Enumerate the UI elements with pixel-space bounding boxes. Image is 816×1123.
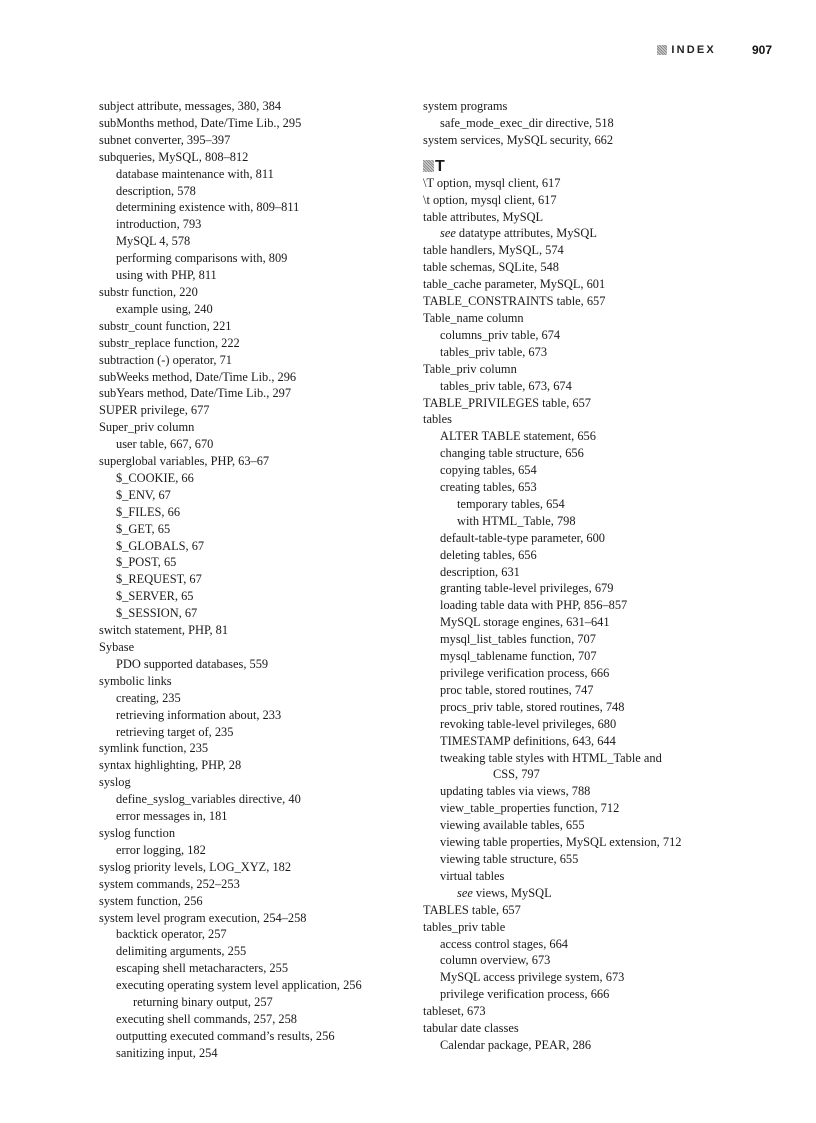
index-subentry: procs_priv table, stored routines, 748: [440, 699, 625, 714]
index-entry: syslog function: [99, 825, 176, 840]
index-entry: substr function, 220: [99, 284, 198, 299]
index-subentry: [423, 225, 743, 242]
index-subentry: executing operating system level application, 256: [116, 978, 362, 993]
index-entry: Table_name column: [423, 310, 524, 325]
index-entry-continuation: CSS, 797: [493, 767, 540, 782]
index-subentry: tables_priv table, 673, 674: [440, 378, 572, 393]
index-column-left: [99, 98, 405, 1062]
index-entry: system level program execution, 254–258: [99, 910, 307, 925]
index-subentry: with HTML_Table, 798: [457, 513, 576, 528]
index-subentry: view_table_properties function, 712: [440, 801, 620, 816]
page-number: 907: [751, 43, 772, 57]
index-entry: system commands, 252–253: [99, 876, 240, 891]
index-entry: symbolic links: [99, 673, 172, 688]
section-marker-icon: [657, 45, 667, 55]
section-spacer: [423, 149, 743, 158]
index-subentry: determining existence with, 809–811: [116, 200, 300, 215]
index-entry: Super_priv column: [99, 420, 195, 435]
index-subentry: description, 578: [116, 183, 196, 198]
index-subentry: proc table, stored routines, 747: [440, 682, 594, 697]
index-subentry: example using, 240: [116, 301, 213, 316]
index-entry: subMonths method, Date/Time Lib., 295: [99, 115, 302, 130]
index-entry: superglobal variables, PHP, 63–67: [99, 454, 270, 469]
index-subentry: escaping shell metacharacters, 255: [116, 961, 289, 976]
index-entry: syslog: [99, 775, 131, 790]
index-subentry: database maintenance with, 811: [116, 166, 274, 181]
index-subentry: creating, 235: [116, 690, 181, 705]
index-subentry: error messages in, 181: [116, 809, 228, 824]
letter-heading: [423, 158, 743, 175]
index-subentry: mysql_tablename function, 707: [440, 649, 597, 664]
index-subentry: default-table-type parameter, 600: [440, 530, 605, 545]
index-subentry: user table, 667, 670: [116, 437, 214, 452]
index-entry: \T option, mysql client, 617: [423, 175, 561, 190]
index-entry: symlink function, 235: [99, 741, 209, 756]
index-subentry: tweaking table styles with HTML_Table and: [440, 750, 662, 765]
index-subentry: PDO supported databases, 559: [116, 656, 269, 671]
index-entry: subqueries, MySQL, 808–812: [99, 149, 249, 164]
index-subentry: retrieving information about, 233: [116, 707, 282, 722]
index-subentry: granting table-level privileges, 679: [440, 581, 614, 596]
index-subentry: safe_mode_exec_dir directive, 518: [440, 115, 614, 130]
index-subentry: description, 631: [440, 564, 520, 579]
index-entry: system function, 256: [99, 893, 203, 908]
index-entry: system services, MySQL security, 662: [423, 132, 614, 147]
index-subentry: columns_priv table, 674: [440, 327, 561, 342]
index-subentry: retrieving target of, 235: [116, 724, 234, 739]
index-entry: substr_replace function, 222: [99, 335, 240, 350]
index-subentry: access control stages, 664: [440, 936, 568, 951]
index-subentry: revoking table-level privileges, 680: [440, 716, 617, 731]
index-subentry: viewing available tables, 655: [440, 818, 585, 833]
index-entry: tables_priv table: [423, 919, 506, 934]
index-entry: Table_priv column: [423, 361, 517, 376]
index-subentry: using with PHP, 811: [116, 268, 217, 283]
index-entry: table schemas, SQLite, 548: [423, 260, 559, 275]
index-subentry: TIMESTAMP definitions, 643, 644: [440, 733, 616, 748]
index-entry: syntax highlighting, PHP, 28: [99, 758, 242, 773]
index-subentry: changing table structure, 656: [440, 446, 584, 461]
index-subentry: $_POST, 65: [116, 555, 177, 570]
index-subentry: $_GET, 65: [116, 521, 171, 536]
index-subentry: ALTER TABLE statement, 656: [440, 429, 596, 444]
index-subentry: virtual tables: [440, 868, 505, 883]
see-reference: see: [457, 885, 473, 900]
entry-text: datatype attributes, MySQL: [455, 226, 597, 241]
index-subentry: deleting tables, 656: [440, 547, 537, 562]
index-subentry: $_ENV, 67: [116, 487, 171, 502]
index-subentry: privilege verification process, 666: [440, 666, 610, 680]
index-entry: system programs: [423, 99, 508, 113]
index-entry: TABLES table, 657: [423, 902, 521, 917]
index-subentry: sanitizing input, 254: [116, 1045, 218, 1060]
letter-marker-icon: [423, 160, 434, 172]
index-entry: tabular date classes: [423, 1021, 519, 1036]
section-title: INDEX: [671, 44, 716, 56]
index-entry: Sybase: [99, 640, 135, 654]
index-subentry: copying tables, 654: [440, 463, 537, 478]
index-entry: switch statement, PHP, 81: [99, 623, 229, 638]
index-entry: subYears method, Date/Time Lib., 297: [99, 386, 292, 401]
index-subentry: temporary tables, 654: [457, 496, 565, 511]
index-entry: tables: [423, 412, 452, 427]
index-subentry: $_SERVER, 65: [116, 589, 194, 604]
index-subentry: MySQL access privilege system, 673: [440, 970, 625, 985]
index-subentry: executing shell commands, 257, 258: [116, 1011, 298, 1026]
index-subentry: $_GLOBALS, 67: [116, 538, 205, 553]
index-entry: subWeeks method, Date/Time Lib., 296: [99, 369, 297, 384]
index-subentry: $_COOKIE, 66: [116, 470, 194, 485]
index-subentry: outputting executed command’s results, 256: [116, 1028, 335, 1043]
index-entry: subnet converter, 395–397: [99, 132, 231, 147]
index-entry: tableset, 673: [423, 1004, 486, 1019]
letter-heading-text: T: [435, 157, 445, 175]
index-subentry: performing comparisons with, 809: [116, 251, 288, 266]
index-entry: TABLE_CONSTRAINTS table, 657: [423, 294, 606, 309]
index-entry: TABLE_PRIVILEGES table, 657: [423, 395, 591, 410]
see-reference: see: [440, 226, 456, 241]
index-subentry: error logging, 182: [116, 842, 206, 857]
index-entry: \t option, mysql client, 617: [423, 192, 557, 207]
index-subentry: MySQL 4, 578: [116, 234, 191, 249]
entry-text: views, MySQL: [472, 885, 552, 900]
index-subentry: viewing table properties, MySQL extension, 712: [440, 835, 682, 850]
index-subentry: $_REQUEST, 67: [116, 572, 202, 587]
index-subentry: viewing table structure, 655: [440, 851, 579, 866]
index-entry: syslog priority levels, LOG_XYZ, 182: [99, 859, 292, 874]
index-entry: subtraction (-) operator, 71: [99, 352, 232, 367]
index-subentry: $_FILES, 66: [116, 504, 181, 519]
index-subentry: delimiting arguments, 255: [116, 944, 247, 959]
index-entry: subject attribute, messages, 380, 384: [99, 99, 282, 113]
index-entry: table_cache parameter, MySQL, 601: [423, 277, 606, 292]
index-entry: table attributes, MySQL: [423, 209, 544, 224]
index-subentry: loading table data with PHP, 856–857: [440, 598, 628, 613]
index-entry: substr_count function, 221: [99, 318, 232, 333]
index-subentry: $_SESSION, 67: [116, 606, 198, 621]
index-subentry: returning binary output, 257: [133, 995, 273, 1010]
index-subentry: introduction, 793: [116, 217, 202, 232]
index-subentry: Calendar package, PEAR, 286: [440, 1037, 592, 1052]
index-subentry: privilege verification process, 666: [440, 987, 610, 1002]
index-subentry: tables_priv table, 673: [440, 344, 548, 359]
index-subentry: mysql_list_tables function, 707: [440, 632, 596, 647]
index-column-right: [423, 98, 743, 1054]
index-subentry: column overview, 673: [440, 953, 551, 968]
index-subentry: backtick operator, 257: [116, 927, 227, 942]
index-subentry: define_syslog_variables directive, 40: [116, 792, 301, 807]
index-entry: table handlers, MySQL, 574: [423, 243, 564, 258]
index-subentry: creating tables, 653: [440, 480, 537, 495]
index-subentry: [423, 885, 743, 902]
running-header: [657, 42, 772, 58]
index-subentry: MySQL storage engines, 631–641: [440, 615, 610, 630]
index-entry: SUPER privilege, 677: [99, 403, 210, 418]
index-subentry: updating tables via views, 788: [440, 784, 591, 799]
